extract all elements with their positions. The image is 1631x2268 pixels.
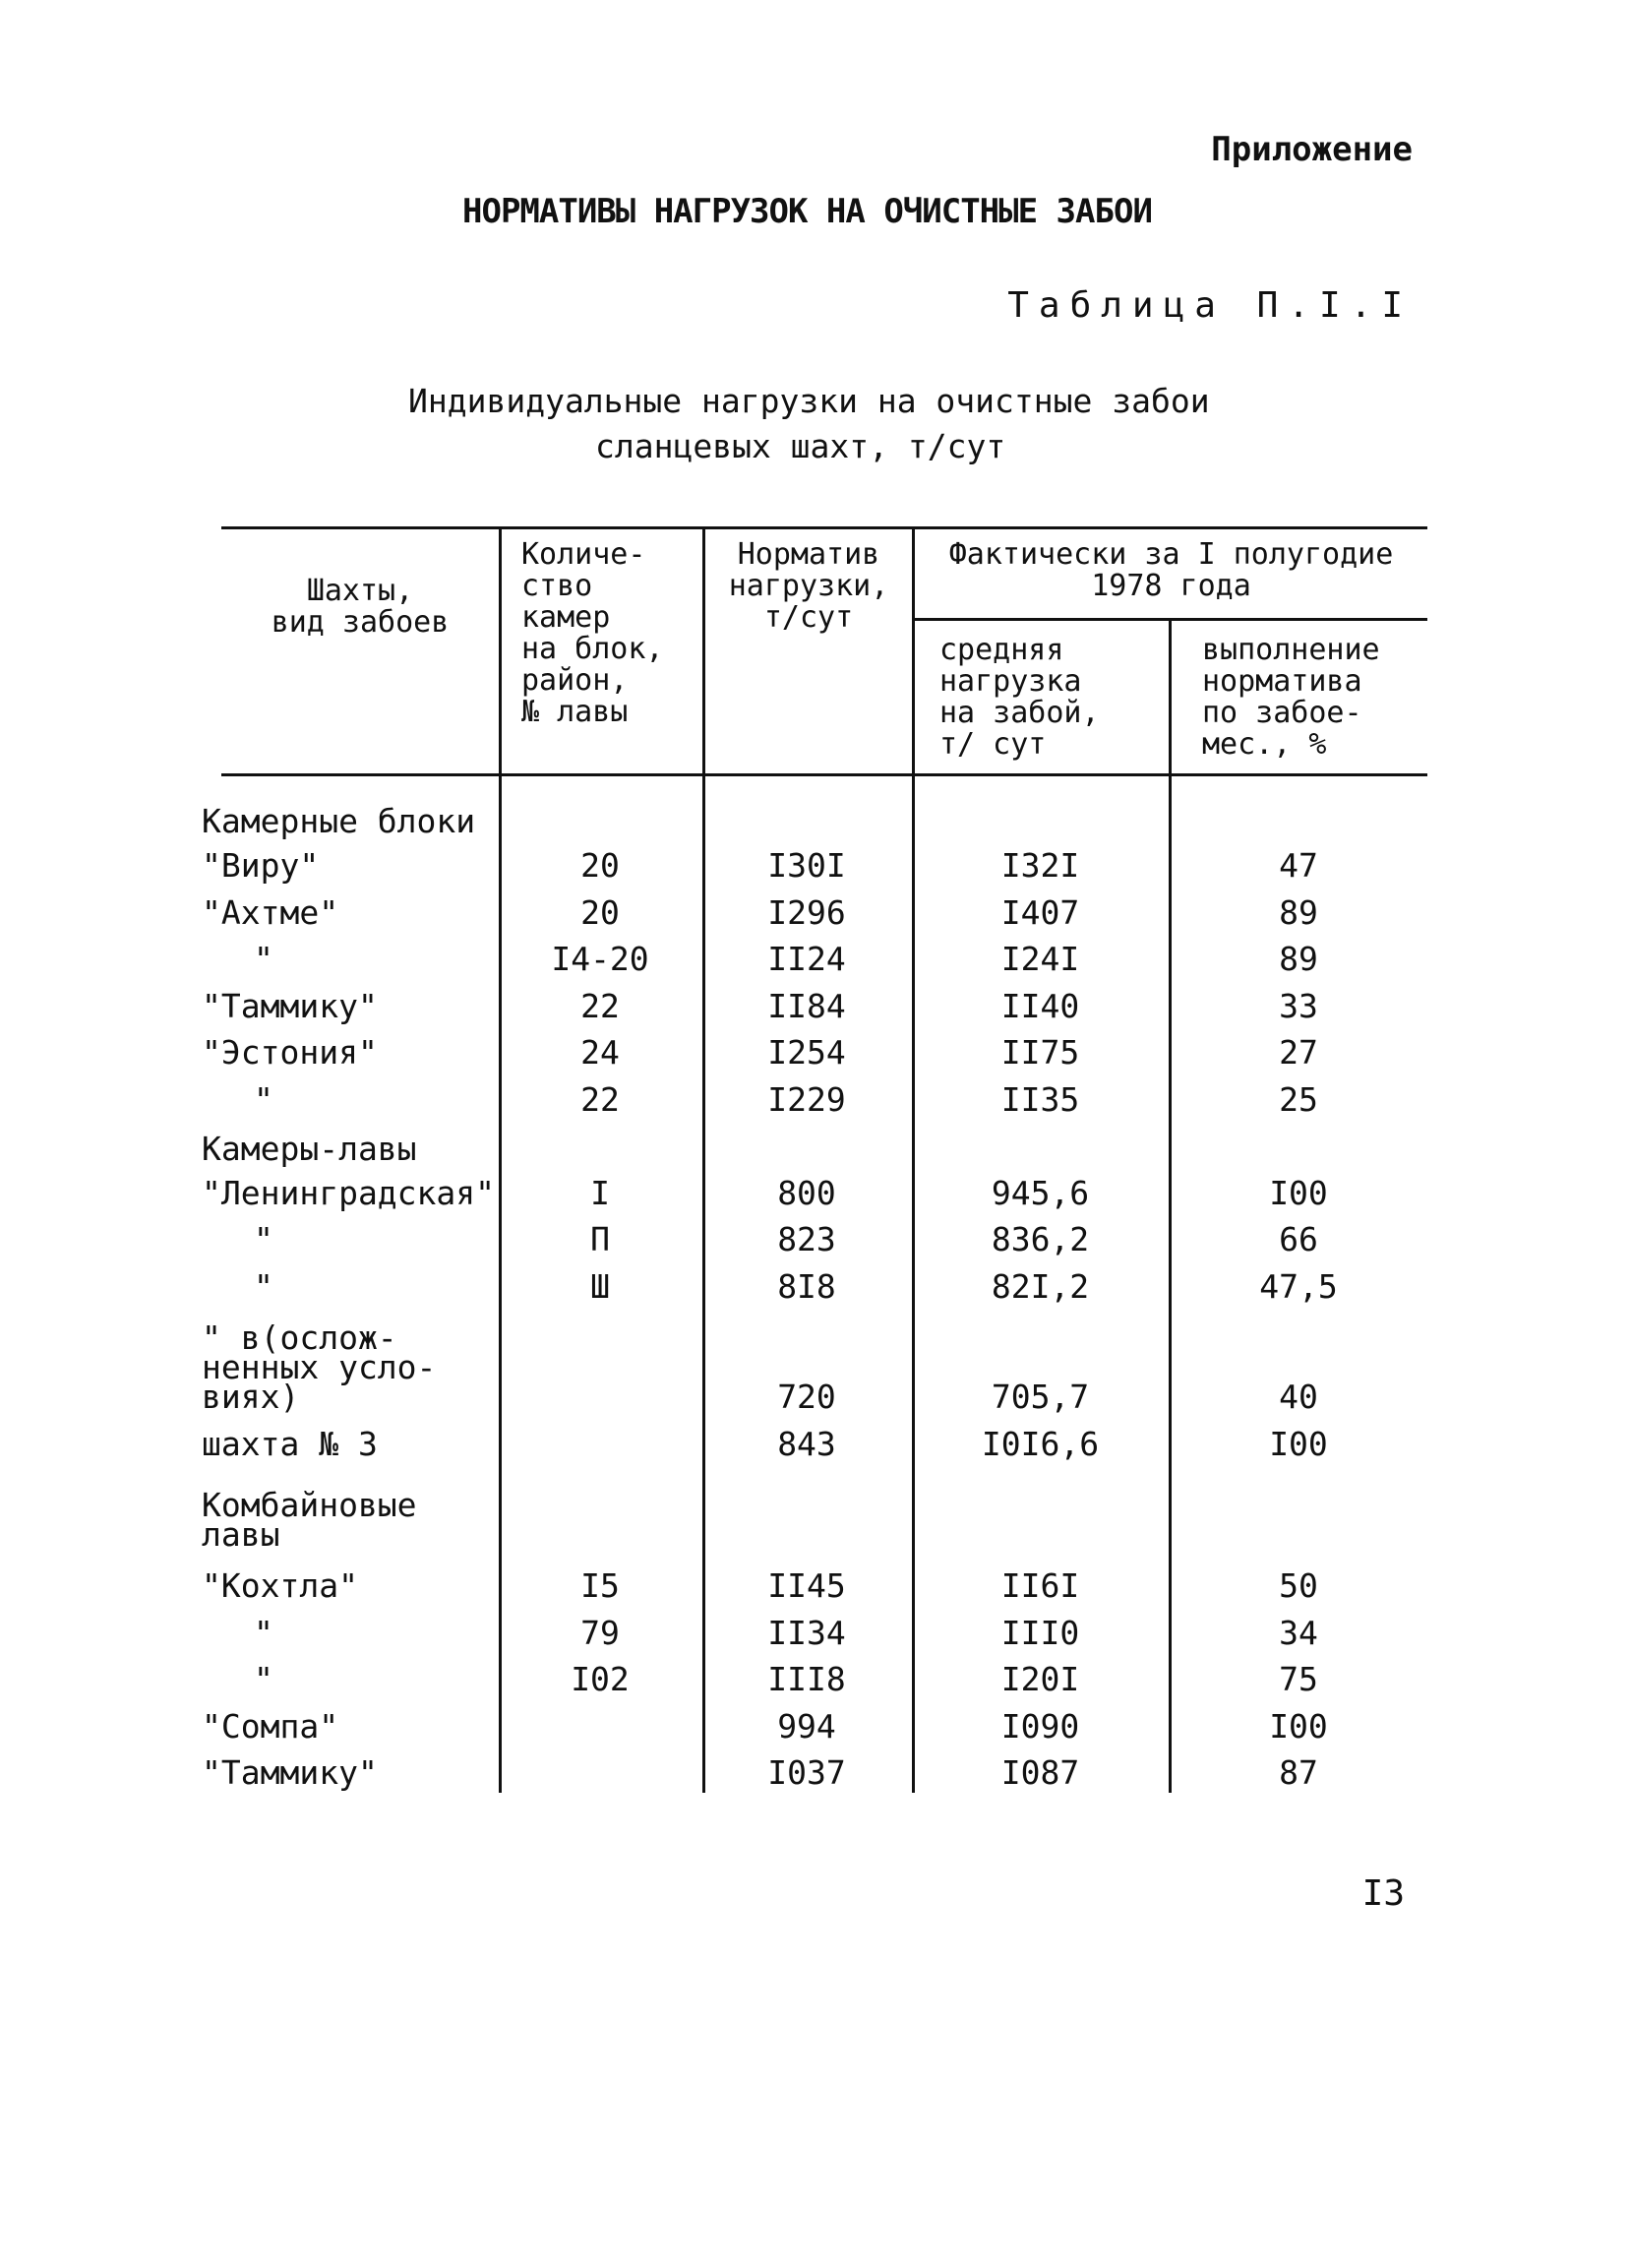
row-avg: 945,6 [991,1174,1090,1212]
row-pct: 27 [1279,1033,1318,1072]
row-norm: II84 [767,987,846,1025]
row-count: I [590,1174,610,1212]
row-pct: 87 [1279,1753,1318,1792]
row-avg: I20I [1000,1660,1080,1698]
row-avg: II75 [1000,1033,1080,1072]
row-count: I4-20 [551,940,649,978]
row-name: " [254,1220,273,1258]
row-norm: 8I8 [777,1267,836,1306]
table-caption-line-1: Индивидуальные нагрузки на очистные забои [408,382,1210,420]
row-pct: 75 [1279,1660,1318,1698]
row-pct: 47 [1279,846,1318,885]
row-pct: I00 [1269,1707,1328,1746]
row-norm: I229 [767,1080,846,1119]
row-name: "Виру" [202,846,320,885]
row-norm: III8 [767,1660,846,1698]
table-caption-line-2: сланцевых шахт, т/сут [595,427,1006,465]
row-pct: 50 [1279,1566,1318,1605]
row-count: Ш [590,1267,610,1306]
row-avg: I0I6,6 [981,1425,1100,1463]
header-avg-load: средняя нагрузка на забой, т/ сут [939,633,1100,762]
header-mines: Шахты, вид забоев [271,574,450,640]
row-pct: 34 [1279,1614,1318,1652]
row-norm: II45 [767,1566,846,1605]
header-count: Количе- ство камер на блок, район, № лавы [521,537,664,729]
row-name: "Таммику" [202,1753,378,1792]
row-norm: II24 [767,940,846,978]
header-norm-fulfilment: выполнение норматива по забое- мес., % [1202,633,1380,762]
row-avg: III0 [1000,1614,1080,1652]
section-label: Камерные блоки [202,802,476,840]
row-avg: 82I,2 [991,1267,1090,1306]
section-label: Камеры-лавы [202,1130,417,1168]
row-count: 22 [580,1080,620,1119]
row-avg: II35 [1000,1080,1080,1119]
row-norm: I30I [767,846,846,885]
row-norm: I254 [767,1033,846,1072]
row-name: "Ленинградская" [202,1174,496,1212]
appendix-label: Приложение [1211,130,1413,169]
section-label: Комбайновые лавы [202,1486,417,1554]
row-avg: 836,2 [991,1220,1090,1258]
header-actual: Фактически за I полугодие 1978 года [948,537,1394,603]
table-label: Таблица П.I.I [1007,285,1413,326]
row-pct: 66 [1279,1220,1318,1258]
row-name: " [254,940,273,978]
row-pct: 47,5 [1259,1267,1338,1306]
row-name: " [254,1614,273,1652]
row-name: шахта № 3 [202,1425,378,1463]
row-name: "Ахтме" [202,893,339,932]
row-pct: 25 [1279,1080,1318,1119]
row-count: I5 [580,1566,620,1605]
row-pct: I00 [1269,1425,1328,1463]
row-count: 22 [580,987,620,1025]
row-norm: 843 [777,1425,836,1463]
row-pct: 89 [1279,893,1318,932]
row-norm: 720 [777,1378,836,1416]
row-avg: I087 [1000,1753,1080,1792]
table-top-rule [221,526,1427,529]
row-count: 79 [580,1614,620,1652]
row-pct: I00 [1269,1174,1328,1212]
row-name: " [254,1080,273,1119]
page-number: I3 [1361,1873,1405,1914]
row-avg: I090 [1000,1707,1080,1746]
row-count: 20 [580,893,620,932]
row-norm: I296 [767,893,846,932]
row-pct: 33 [1279,987,1318,1025]
page-title: НОРМАТИВЫ НАГРУЗОК НА ОЧИСТНЫЕ ЗАБОИ [462,192,1152,231]
row-avg: 705,7 [991,1378,1090,1416]
row-count: 20 [580,846,620,885]
row-avg: I32I [1000,846,1080,885]
header-norm: Норматив нагрузки, т/сут [728,537,889,635]
row-norm: 800 [777,1174,836,1212]
row-avg: II40 [1000,987,1080,1025]
row-avg: II6I [1000,1566,1080,1605]
row-name: " [254,1267,273,1306]
row-norm: II34 [767,1614,846,1652]
row-name: "Таммику" [202,987,378,1025]
row-pct: 89 [1279,940,1318,978]
row-avg: I24I [1000,940,1080,978]
row-norm: 823 [777,1220,836,1258]
row-name: "Эстония" [202,1033,378,1072]
row-pct: 40 [1279,1378,1318,1416]
row-norm: I037 [767,1753,846,1792]
row-count: 24 [580,1033,620,1072]
row-norm: 994 [777,1707,836,1746]
row-name: " [254,1660,273,1698]
row-name: "Кохтла" [202,1566,358,1605]
row-count: П [590,1220,610,1258]
row-avg: I407 [1000,893,1080,932]
row-count: I02 [571,1660,630,1698]
header-bottom-rule [221,773,1427,776]
row-name: " в(ослож- ненных усло- виях) [202,1318,437,1416]
row-name: "Сомпа" [202,1707,339,1746]
